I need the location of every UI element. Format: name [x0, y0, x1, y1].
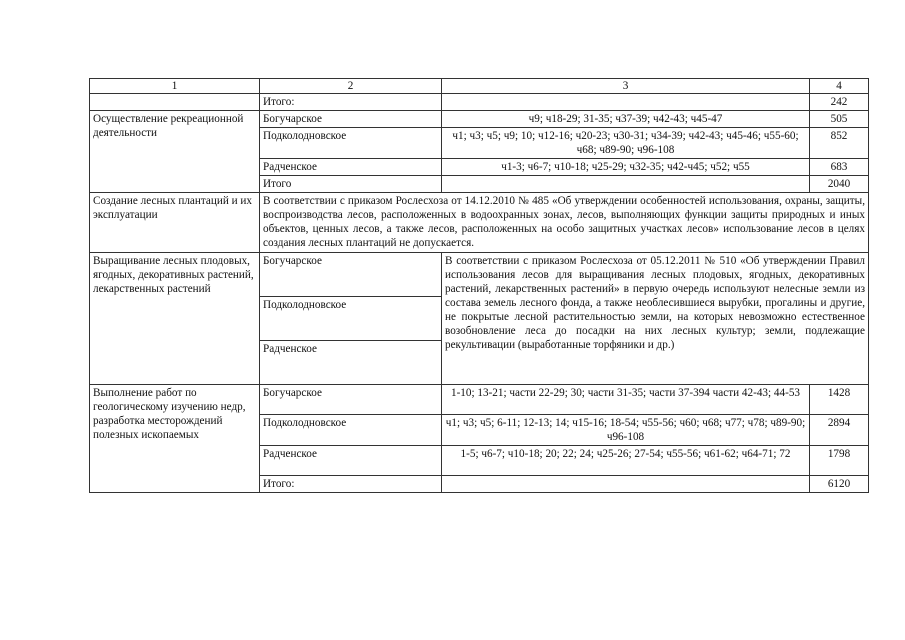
area-cell: 242 — [810, 94, 869, 111]
table-row — [90, 253, 869, 297]
district-cell: Итого: — [260, 94, 442, 111]
area-cell: 852 — [810, 128, 869, 159]
quarters-cell: 1-10; 13-21; части 22-29; 30; части 31-35; части 37-394 части 42-43; 44-53 — [442, 385, 810, 415]
header-col-2: 2 — [260, 79, 442, 94]
quarters-cell — [442, 476, 810, 493]
quarters-cell — [442, 176, 810, 193]
header-col-4: 4 — [810, 79, 869, 94]
area-cell: 2894 — [810, 415, 869, 446]
area-cell: 683 — [810, 159, 869, 176]
district-cell: Итого — [260, 176, 442, 193]
area-cell: 6120 — [810, 476, 869, 493]
table-row — [90, 94, 869, 111]
district-cell: Подколодновское — [260, 128, 442, 159]
quarters-cell: ч1-3; ч6-7; ч10-18; ч25-29; ч32-35; ч42-ч45; ч52; ч55 — [442, 159, 810, 176]
district-cell: Богучарское — [260, 253, 442, 297]
quarters-cell: ч9; ч18-29; 31-35; ч37-39; ч42-43; ч45-47 — [442, 111, 810, 128]
note-cell: В соответствии с приказом Рослесхоза от 05.12.2011 № 510 «Об утверждении Правил использования лесов для выращивания лесных плодовых, ягодных, декоративных растений, лекарственных растений» в первую очередь используют нелесные земли из состава земель лесного фонда, а также необлесившиеся вырубки, прогалины и другие, не покрытые лесной растительностью земли, на которых невозможно естественное возобновление леса до посадки на них лесных культур; земли, подлежащие рекультивации (выработанные торфяники и др.) — [442, 253, 869, 385]
activity-cell: Выращивание лесных плодовых, ягодных, декоративных растений, лекарственных растений — [90, 253, 260, 385]
area-cell: 505 — [810, 111, 869, 128]
activity-cell — [90, 94, 260, 111]
note-cell: В соответствии с приказом Рослесхоза от 14.12.2010 № 485 «Об утверждении особенностей использования, охраны, защиты, воспроизводства лесов, расположенных в водоохранных зонах, лесов, выполняющих функции защиты природных и иных объектов, ценных лесов, а также лесов, расположенных на особо защитных участках лесов» использование лесов в целях создания лесных плантаций не допускается. — [260, 193, 869, 253]
table-row — [90, 111, 869, 128]
header-col-1: 1 — [90, 79, 260, 94]
quarters-cell: ч1; ч3; ч5; 6-11; 12-13; 14; ч15-16; 18-54; ч55-56; ч60; ч68; ч77; ч78; ч89-90; ч96-108 — [442, 415, 810, 446]
table-row — [90, 385, 869, 415]
district-cell: Подколодновское — [260, 297, 442, 341]
activity-cell: Создание лесных плантаций и их эксплуатации — [90, 193, 260, 253]
header-row — [90, 79, 869, 94]
header-col-3: 3 — [442, 79, 810, 94]
district-cell: Подколодновское — [260, 415, 442, 446]
activity-cell: Осуществление рекреационной деятельности — [90, 111, 260, 193]
activity-cell: Выполнение работ по геологическому изучению недр, разработка месторождений полезных ископаемых — [90, 385, 260, 493]
district-cell: Богучарское — [260, 385, 442, 415]
forest-use-table — [89, 78, 869, 493]
district-cell: Радченское — [260, 159, 442, 176]
district-cell: Богучарское — [260, 111, 442, 128]
area-cell: 1798 — [810, 446, 869, 476]
district-cell: Итого: — [260, 476, 442, 493]
district-cell: Радченское — [260, 341, 442, 385]
district-cell: Радченское — [260, 446, 442, 476]
quarters-cell: 1-5; ч6-7; ч10-18; 20; 22; 24; ч25-26; 27-54; ч55-56; ч61-62; ч64-71; 72 — [442, 446, 810, 476]
quarters-cell: ч1; ч3; ч5; ч9; 10; ч12-16; ч20-23; ч30-31; ч34-39; ч42-43; ч45-46; ч55-60; ч68; ч89-90; ч96-108 — [442, 128, 810, 159]
table-row — [90, 193, 869, 253]
area-cell: 2040 — [810, 176, 869, 193]
quarters-cell — [442, 94, 810, 111]
area-cell: 1428 — [810, 385, 869, 415]
